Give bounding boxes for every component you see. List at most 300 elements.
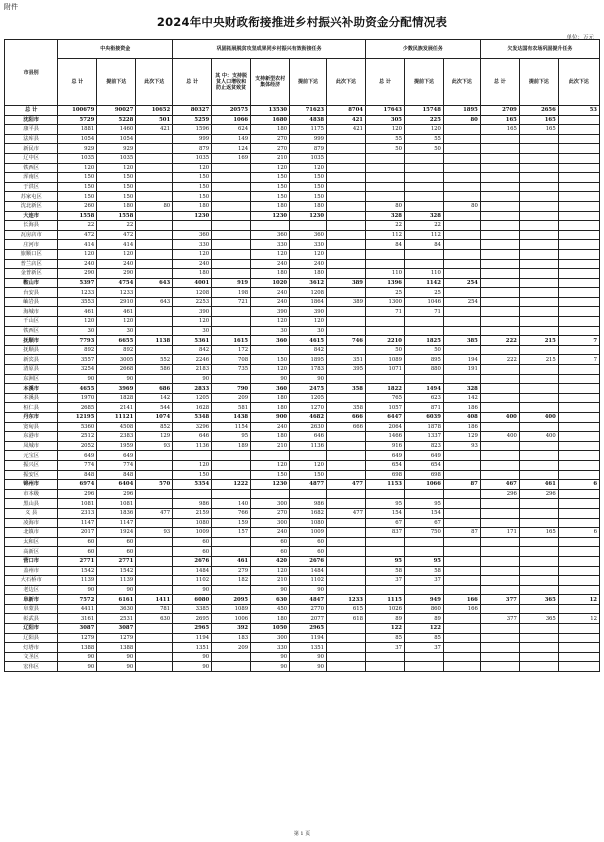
amount-cell xyxy=(327,518,366,528)
amount-cell: 191 xyxy=(443,365,480,375)
amount-cell: 1825 xyxy=(404,336,443,346)
amount-cell: 85 xyxy=(366,633,405,643)
amount-cell: 80 xyxy=(443,115,480,125)
amount-cell: 20575 xyxy=(212,106,251,116)
amount-cell: 2475 xyxy=(290,384,327,394)
amount-cell: 87 xyxy=(443,480,480,490)
table-row xyxy=(5,643,600,653)
amount-cell xyxy=(558,125,599,135)
amount-cell xyxy=(443,518,480,528)
amount-cell: 90 xyxy=(173,374,212,384)
table-row xyxy=(5,278,600,288)
amount-cell: 472 xyxy=(58,230,97,240)
amount-cell: 1959 xyxy=(97,441,136,451)
amount-cell: 124 xyxy=(212,144,251,154)
amount-cell: 55 xyxy=(404,134,443,144)
amount-cell xyxy=(327,556,366,566)
amount-cell xyxy=(480,508,519,518)
amount-cell: 1139 xyxy=(97,576,136,586)
amount-cell xyxy=(519,230,558,240)
amount-cell xyxy=(480,134,519,144)
table-row xyxy=(5,259,600,269)
amount-cell: 1089 xyxy=(366,355,405,365)
amount-cell xyxy=(136,307,173,317)
amount-cell xyxy=(327,201,366,211)
amount-cell: 1783 xyxy=(290,365,327,375)
amount-cell: 837 xyxy=(366,528,405,538)
amount-cell: 180 xyxy=(251,403,290,413)
table-row xyxy=(5,192,600,202)
amount-cell xyxy=(480,201,519,211)
amount-cell: 2771 xyxy=(97,556,136,566)
amount-cell: 1230 xyxy=(251,480,290,490)
region-name-cell: 铁西区 xyxy=(5,326,58,336)
header-farm-task: 欠发达国有农场巩固提升任务 xyxy=(480,40,599,59)
amount-cell: 735 xyxy=(212,365,251,375)
amount-cell: 120 xyxy=(58,249,97,259)
amount-cell xyxy=(443,643,480,653)
amount-cell xyxy=(443,259,480,269)
amount-cell xyxy=(251,489,290,499)
amount-cell xyxy=(366,173,405,183)
amount-cell xyxy=(519,451,558,461)
amount-cell xyxy=(558,374,599,384)
amount-cell xyxy=(558,585,599,595)
amount-cell xyxy=(327,652,366,662)
amount-cell xyxy=(136,374,173,384)
amount-cell: 90 xyxy=(251,374,290,384)
region-name-cell: 丹东市 xyxy=(5,413,58,423)
amount-cell: 999 xyxy=(290,134,327,144)
amount-cell: 7793 xyxy=(58,336,97,346)
amount-cell: 395 xyxy=(327,365,366,375)
amount-cell: 95 xyxy=(404,556,443,566)
amount-cell xyxy=(136,489,173,499)
amount-cell xyxy=(519,269,558,279)
amount-cell: 790 xyxy=(212,384,251,394)
region-name-cell: 大石桥市 xyxy=(5,576,58,586)
amount-cell: 154 xyxy=(366,508,405,518)
amount-cell: 1175 xyxy=(290,125,327,135)
amount-cell: 80 xyxy=(443,201,480,211)
amount-cell: 120 xyxy=(366,125,405,135)
region-name-cell: 元宝区 xyxy=(5,451,58,461)
amount-cell xyxy=(443,269,480,279)
amount-cell: 919 xyxy=(212,278,251,288)
amount-cell: 1142 xyxy=(404,278,443,288)
amount-cell: 2052 xyxy=(58,441,97,451)
header-total: 总 计 xyxy=(58,59,97,106)
amount-cell: 90 xyxy=(251,585,290,595)
header-sub-income: 其 中：支持脱贫人口增收和防止返贫致贫 xyxy=(212,59,251,106)
amount-cell xyxy=(136,288,173,298)
amount-cell xyxy=(443,556,480,566)
amount-cell: 360 xyxy=(290,230,327,240)
header-current: 此次下达 xyxy=(327,59,366,106)
amount-cell xyxy=(558,403,599,413)
page-title: 2024年中央财政衔接推进乡村振兴补助资金分配情况表 xyxy=(156,15,448,29)
region-name-cell: 瓦房店市 xyxy=(5,230,58,240)
amount-cell xyxy=(327,547,366,557)
amount-cell: 1102 xyxy=(290,576,327,586)
amount-cell xyxy=(212,652,251,662)
region-name-cell: 凤城市 xyxy=(5,441,58,451)
amount-cell: 1822 xyxy=(366,384,405,394)
amount-cell xyxy=(480,182,519,192)
amount-cell: 390 xyxy=(290,307,327,317)
amount-cell xyxy=(519,192,558,202)
amount-cell xyxy=(480,365,519,375)
amount-cell: 630 xyxy=(251,595,290,605)
amount-cell xyxy=(480,230,519,240)
amount-cell: 12 xyxy=(558,595,599,605)
amount-cell: 150 xyxy=(251,182,290,192)
amount-cell: 1542 xyxy=(97,566,136,576)
amount-cell: 180 xyxy=(97,201,136,211)
region-name-cell: 辽阳市 xyxy=(5,624,58,634)
table-row xyxy=(5,307,600,317)
amount-cell xyxy=(480,585,519,595)
amount-cell: 30 xyxy=(173,326,212,336)
amount-cell: 848 xyxy=(97,470,136,480)
amount-cell xyxy=(136,326,173,336)
amount-cell xyxy=(404,153,443,163)
table-row xyxy=(5,470,600,480)
amount-cell xyxy=(136,134,173,144)
table-row xyxy=(5,480,600,490)
amount-cell: 4754 xyxy=(97,278,136,288)
amount-cell xyxy=(480,604,519,614)
amount-cell xyxy=(136,240,173,250)
amount-cell xyxy=(212,547,251,557)
amount-cell xyxy=(212,221,251,231)
header-advance: 提前下达 xyxy=(97,59,136,106)
amount-cell xyxy=(327,451,366,461)
amount-cell: 1895 xyxy=(290,355,327,365)
amount-cell: 210 xyxy=(251,576,290,586)
amount-cell: 180 xyxy=(251,125,290,135)
amount-cell xyxy=(519,144,558,154)
amount-cell: 1596 xyxy=(173,125,212,135)
amount-cell: 8704 xyxy=(327,106,366,116)
amount-cell: 290 xyxy=(58,269,97,279)
header-minority-task: 少数民族发展任务 xyxy=(366,40,481,59)
amount-cell: 623 xyxy=(404,393,443,403)
amount-cell xyxy=(480,499,519,509)
amount-cell xyxy=(443,288,480,298)
amount-cell: 3161 xyxy=(58,614,97,624)
amount-cell: 1026 xyxy=(366,604,405,614)
amount-cell: 22 xyxy=(58,221,97,231)
amount-cell: 461 xyxy=(212,556,251,566)
amount-cell: 95 xyxy=(366,499,405,509)
amount-cell: 2246 xyxy=(173,355,212,365)
amount-cell: 1050 xyxy=(251,624,290,634)
amount-cell xyxy=(558,537,599,547)
amount-cell xyxy=(212,249,251,259)
table-row xyxy=(5,537,600,547)
amount-cell: 6447 xyxy=(366,413,405,423)
region-name-cell: 旅顺口区 xyxy=(5,249,58,259)
amount-cell: 4411 xyxy=(58,604,97,614)
amount-cell: 643 xyxy=(136,297,173,307)
amount-cell xyxy=(443,547,480,557)
amount-cell: 150 xyxy=(97,192,136,202)
amount-cell: 3553 xyxy=(58,297,97,307)
amount-cell: 1081 xyxy=(97,499,136,509)
region-name-cell: 辽中区 xyxy=(5,153,58,163)
amount-cell xyxy=(443,192,480,202)
amount-cell xyxy=(558,297,599,307)
amount-cell: 240 xyxy=(173,259,212,269)
amount-cell: 120 xyxy=(173,249,212,259)
amount-cell xyxy=(136,633,173,643)
amount-cell: 328 xyxy=(404,211,443,221)
amount-cell xyxy=(558,432,599,442)
amount-cell: 90 xyxy=(58,662,97,672)
amount-cell xyxy=(480,576,519,586)
table-row xyxy=(5,413,600,423)
amount-cell xyxy=(290,221,327,231)
amount-cell: 150 xyxy=(173,182,212,192)
amount-cell: 129 xyxy=(136,432,173,442)
amount-cell: 100679 xyxy=(58,106,97,116)
table-row xyxy=(5,518,600,528)
amount-cell xyxy=(558,230,599,240)
amount-cell xyxy=(136,317,173,327)
amount-cell xyxy=(327,153,366,163)
amount-cell: 2210 xyxy=(366,336,405,346)
amount-cell xyxy=(519,134,558,144)
amount-cell: 360 xyxy=(173,230,212,240)
table-row xyxy=(5,240,600,250)
amount-cell: 421 xyxy=(327,125,366,135)
table-row xyxy=(5,182,600,192)
region-name-cell: 黑山县 xyxy=(5,499,58,509)
amount-cell: 210 xyxy=(251,441,290,451)
header-total: 总 计 xyxy=(173,59,212,106)
amount-cell: 6080 xyxy=(173,595,212,605)
amount-cell: 1628 xyxy=(173,403,212,413)
region-name-cell: 阜新市 xyxy=(5,595,58,605)
amount-cell: 37 xyxy=(404,576,443,586)
amount-cell: 1466 xyxy=(366,432,405,442)
amount-cell: 1558 xyxy=(58,211,97,221)
amount-cell xyxy=(136,173,173,183)
amount-cell xyxy=(480,259,519,269)
amount-cell xyxy=(136,470,173,480)
amount-cell: 120 xyxy=(97,249,136,259)
amount-cell xyxy=(212,374,251,384)
amount-cell xyxy=(480,403,519,413)
attachment-label: 附件 xyxy=(4,3,18,11)
amount-cell: 1194 xyxy=(290,633,327,643)
amount-cell xyxy=(519,249,558,259)
amount-cell: 180 xyxy=(173,201,212,211)
amount-cell: 1066 xyxy=(404,480,443,490)
table-row xyxy=(5,460,600,470)
amount-cell xyxy=(327,163,366,173)
amount-cell: 290 xyxy=(97,269,136,279)
amount-cell: 1279 xyxy=(58,633,97,643)
amount-cell: 1878 xyxy=(404,422,443,432)
amount-cell xyxy=(558,547,599,557)
amount-cell: 296 xyxy=(97,489,136,499)
amount-cell: 87 xyxy=(443,528,480,538)
amount-cell xyxy=(212,259,251,269)
amount-cell xyxy=(404,259,443,269)
amount-cell xyxy=(136,566,173,576)
amount-cell xyxy=(558,288,599,298)
amount-cell xyxy=(558,489,599,499)
amount-cell: 1558 xyxy=(97,211,136,221)
amount-cell xyxy=(251,221,290,231)
amount-cell xyxy=(327,566,366,576)
amount-cell: 180 xyxy=(251,614,290,624)
amount-cell: 50 xyxy=(404,345,443,355)
amount-cell: 852 xyxy=(136,422,173,432)
region-name-cell: 千山区 xyxy=(5,317,58,327)
amount-cell xyxy=(480,288,519,298)
amount-cell: 85 xyxy=(404,633,443,643)
amount-cell: 60 xyxy=(58,547,97,557)
table-row xyxy=(5,547,600,557)
amount-cell xyxy=(480,317,519,327)
amount-cell: 330 xyxy=(251,240,290,250)
amount-cell xyxy=(480,384,519,394)
amount-cell: 2770 xyxy=(290,604,327,614)
amount-cell xyxy=(480,221,519,231)
amount-cell xyxy=(404,192,443,202)
amount-cell xyxy=(404,173,443,183)
amount-cell: 240 xyxy=(251,259,290,269)
region-name-cell: 庄河市 xyxy=(5,240,58,250)
amount-cell: 351 xyxy=(327,355,366,365)
amount-cell: 122 xyxy=(404,624,443,634)
amount-cell xyxy=(136,345,173,355)
amount-cell: 1460 xyxy=(97,125,136,135)
amount-cell xyxy=(558,153,599,163)
amount-cell: 3385 xyxy=(173,604,212,614)
amount-cell: 400 xyxy=(519,413,558,423)
amount-cell: 420 xyxy=(251,556,290,566)
amount-cell xyxy=(519,278,558,288)
amount-cell xyxy=(480,547,519,557)
amount-cell: 6 xyxy=(558,528,599,538)
region-name-cell: 振兴区 xyxy=(5,460,58,470)
amount-cell: 892 xyxy=(97,345,136,355)
amount-cell xyxy=(327,144,366,154)
amount-cell: 1300 xyxy=(366,297,405,307)
amount-cell: 649 xyxy=(366,451,405,461)
amount-cell: 80 xyxy=(136,201,173,211)
amount-cell: 180 xyxy=(251,201,290,211)
amount-cell: 300 xyxy=(251,499,290,509)
amount-cell xyxy=(443,317,480,327)
amount-cell xyxy=(212,182,251,192)
region-name-cell: 本溪县 xyxy=(5,393,58,403)
amount-cell xyxy=(136,144,173,154)
amount-cell: 1080 xyxy=(290,518,327,528)
amount-cell xyxy=(212,307,251,317)
amount-cell: 10652 xyxy=(136,106,173,116)
amount-cell: 3296 xyxy=(173,422,212,432)
region-name-cell: 台安县 xyxy=(5,288,58,298)
amount-cell xyxy=(404,652,443,662)
amount-cell xyxy=(480,652,519,662)
amount-cell: 150 xyxy=(58,173,97,183)
amount-cell: 80 xyxy=(366,201,405,211)
amount-cell: 2095 xyxy=(212,595,251,605)
amount-cell: 30 xyxy=(251,326,290,336)
table-row xyxy=(5,230,600,240)
amount-cell xyxy=(558,115,599,125)
amount-cell: 71 xyxy=(366,307,405,317)
region-name-cell: 抚顺市 xyxy=(5,336,58,346)
amount-cell: 392 xyxy=(212,624,251,634)
amount-cell xyxy=(136,451,173,461)
amount-cell: 60 xyxy=(58,537,97,547)
amount-cell xyxy=(443,211,480,221)
amount-cell: 169 xyxy=(212,153,251,163)
amount-cell xyxy=(519,643,558,653)
region-name-cell: 东港市 xyxy=(5,432,58,442)
region-name-cell: 沈阳市 xyxy=(5,115,58,125)
amount-cell: 120 xyxy=(290,163,327,173)
amount-cell: 150 xyxy=(173,470,212,480)
amount-cell: 586 xyxy=(136,365,173,375)
header-current: 此次下达 xyxy=(558,59,599,106)
amount-cell xyxy=(558,144,599,154)
amount-cell xyxy=(136,460,173,470)
amount-cell xyxy=(558,134,599,144)
amount-cell: 95 xyxy=(366,556,405,566)
amount-cell: 2077 xyxy=(290,614,327,624)
amount-cell xyxy=(327,489,366,499)
amount-cell: 2064 xyxy=(366,422,405,432)
amount-cell xyxy=(327,221,366,231)
amount-cell: 90 xyxy=(58,652,97,662)
amount-cell xyxy=(136,249,173,259)
amount-cell xyxy=(480,374,519,384)
amount-cell: 25 xyxy=(366,288,405,298)
amount-cell xyxy=(443,508,480,518)
amount-cell: 60 xyxy=(173,537,212,547)
amount-cell: 6039 xyxy=(404,413,443,423)
header-total: 总 计 xyxy=(366,59,405,106)
amount-cell: 142 xyxy=(443,393,480,403)
amount-cell xyxy=(212,662,251,672)
amount-cell: 1035 xyxy=(58,153,97,163)
amount-cell xyxy=(212,470,251,480)
amount-cell: 305 xyxy=(366,115,405,125)
amount-cell xyxy=(519,556,558,566)
amount-cell: 1270 xyxy=(290,403,327,413)
amount-cell: 330 xyxy=(251,643,290,653)
amount-cell: 120 xyxy=(173,163,212,173)
amount-cell xyxy=(290,451,327,461)
amount-cell: 4838 xyxy=(290,115,327,125)
amount-cell: 390 xyxy=(173,307,212,317)
amount-cell xyxy=(366,662,405,672)
amount-cell xyxy=(327,345,366,355)
amount-cell: 4655 xyxy=(58,384,97,394)
amount-cell xyxy=(480,211,519,221)
region-name-cell: 振安区 xyxy=(5,470,58,480)
amount-cell: 165 xyxy=(519,115,558,125)
amount-cell xyxy=(558,662,599,672)
amount-cell: 17643 xyxy=(366,106,405,116)
